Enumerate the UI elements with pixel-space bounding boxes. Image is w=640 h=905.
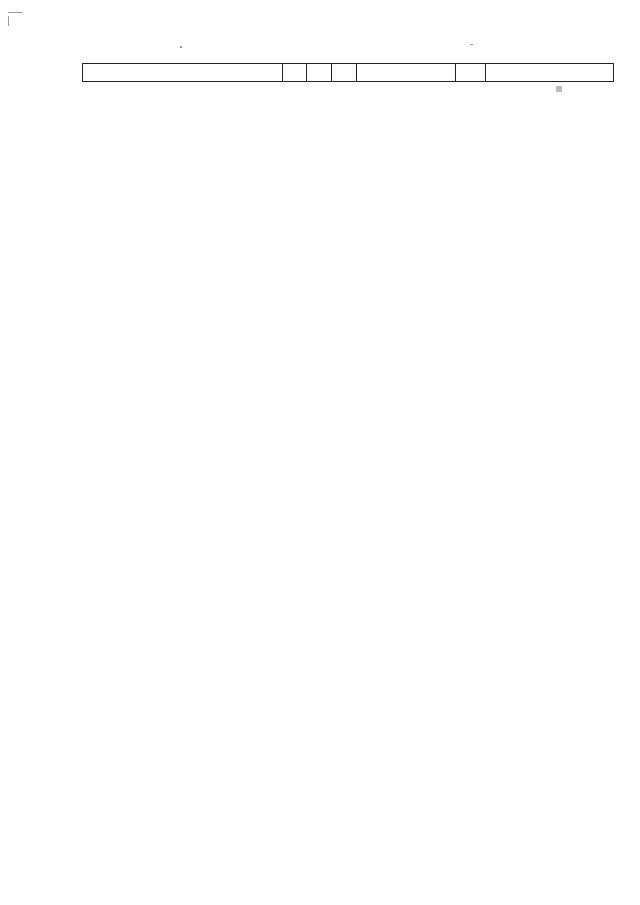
header-col-3 xyxy=(307,64,332,82)
scan-speck xyxy=(8,16,9,26)
scan-speck xyxy=(556,86,562,92)
header-col-2 xyxy=(283,64,307,82)
header-col-7 xyxy=(486,64,614,82)
header-col-6 xyxy=(456,64,486,82)
scan-speck xyxy=(470,44,473,45)
header-col-5 xyxy=(357,64,456,82)
header-col-1 xyxy=(83,64,283,82)
scan-speck xyxy=(8,12,22,13)
scan-speck xyxy=(180,46,182,48)
table-header xyxy=(82,63,614,82)
header-col-4 xyxy=(332,64,357,82)
